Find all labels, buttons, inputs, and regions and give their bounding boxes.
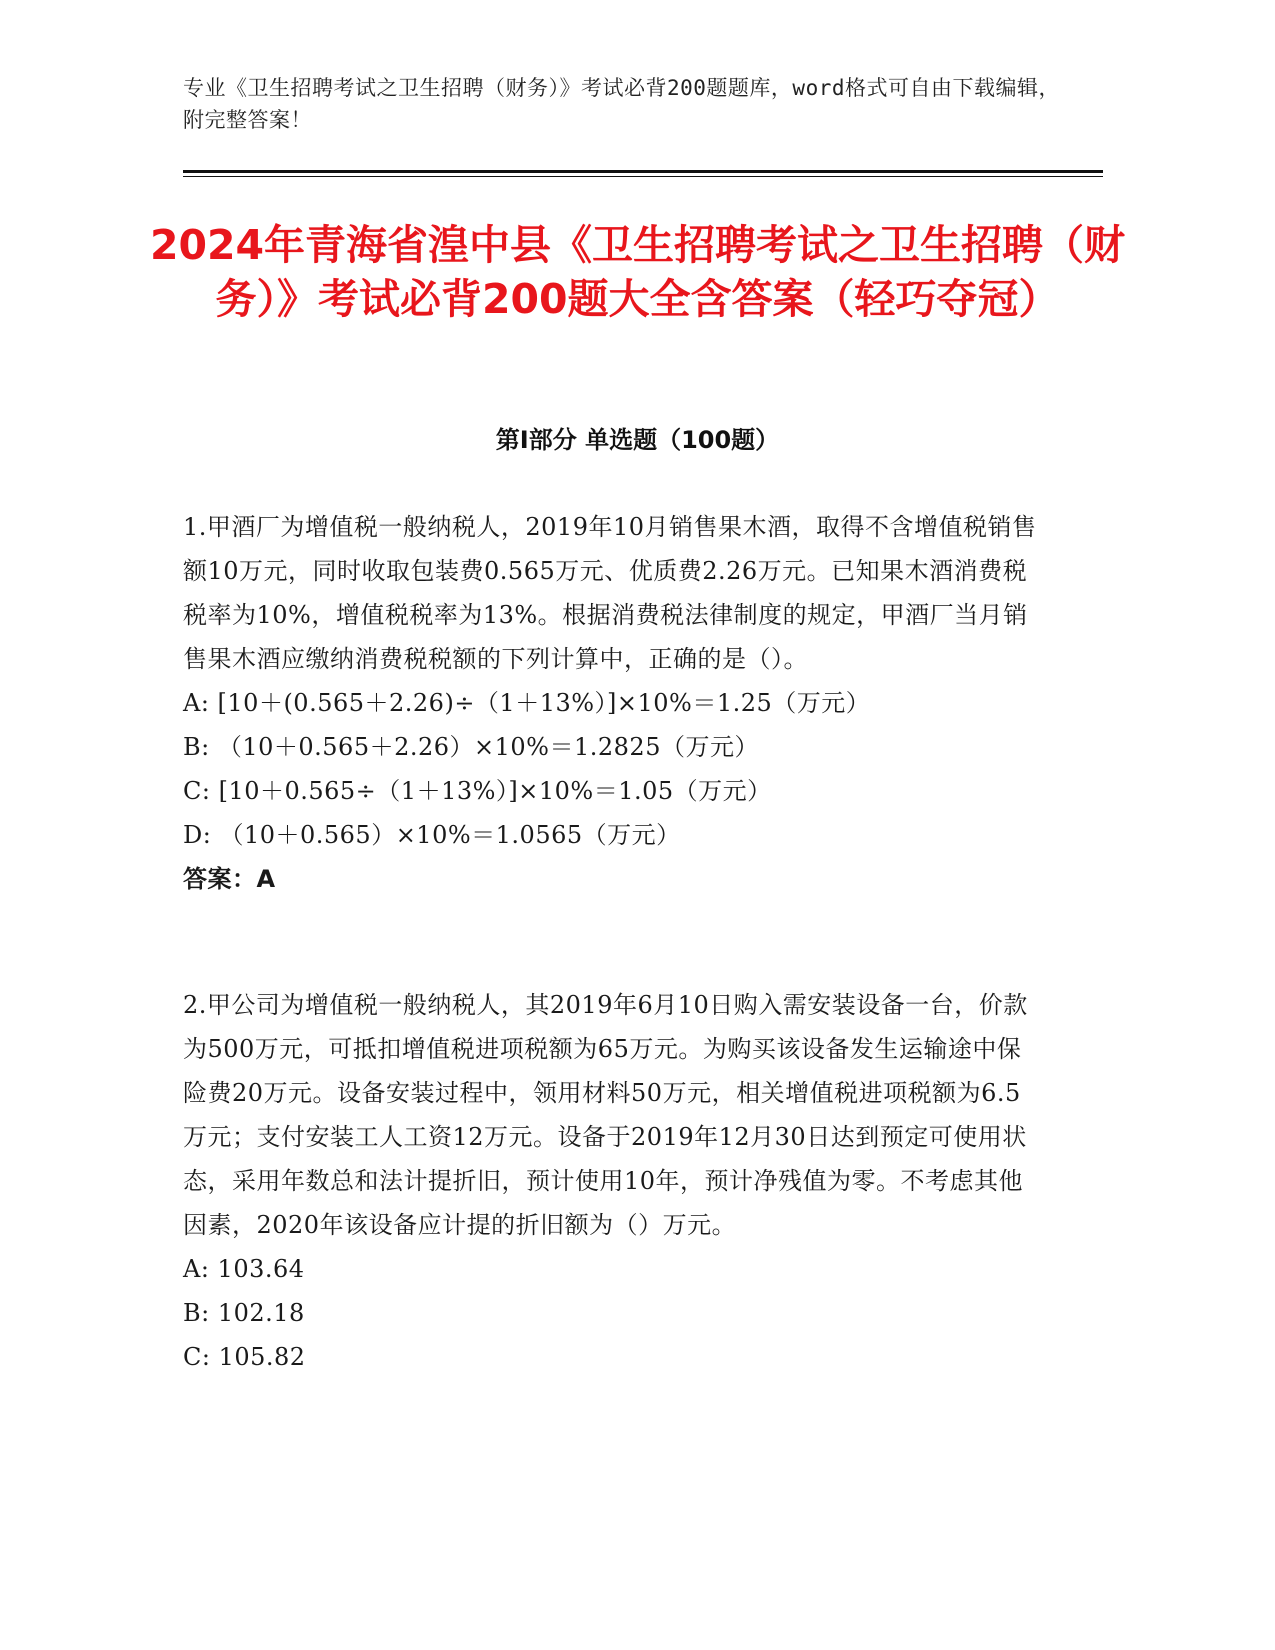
option-c: C: 105.82 xyxy=(183,1343,306,1371)
option-a: A: 103.64 xyxy=(183,1255,305,1283)
question-1 xyxy=(183,505,1043,901)
question-stem: 1.甲酒厂为增值税一般纳税人，2019年10月销售果木酒，取得不含增值税销售额10万元，同时收取包装费0.565万元、优质费2.26万元。已知果木酒消费税税率为10%，增值税税率为13%。根据消费税法律制度的规定，甲酒厂当月销售果木酒应缴纳消费税税额的下列计算中，正确的是（）。 xyxy=(183,513,1037,673)
question-stem: 2.甲公司为增值税一般纳税人，其2019年6月10日购入需安装设备一台，价款为500万元，可抵扣增值税进项税额为65万元。为购买该设备发生运输途中保险费20万元。设备安装过程中，领用材料50万元，相关增值税进项税额为6.5万元；支付安装工人工资12万元。设备于2019年12月30日达到预定可使用状态，采用年数总和法计提折旧，预计使用10年，预计净残值为零。不考虑其他因素，2020年该设备应计提的折旧额为（）万元。 xyxy=(183,991,1028,1239)
document-title: 2024年青海省湟中县《卫生招聘考试之卫生招聘（财务）》考试必背200题大全含答案（轻巧夺冠） xyxy=(149,221,1126,323)
option-b: B: （10＋0.565＋2.26）×10%＝1.2825（万元） xyxy=(183,733,759,761)
answer-line: 答案：A xyxy=(183,865,276,893)
header-divider-thick xyxy=(183,170,1103,173)
header-divider-thin xyxy=(183,176,1103,177)
option-a: A: [10＋(0.565＋2.26)÷（1＋13%）]×10%＝1.25（万元） xyxy=(183,689,871,717)
option-b: B: 102.18 xyxy=(183,1299,305,1327)
option-c: C: [10＋0.565÷（1＋13%）]×10%＝1.05（万元） xyxy=(183,777,772,805)
option-d: D: （10＋0.565）×10%＝1.0565（万元） xyxy=(183,821,681,849)
header-note: 专业《卫生招聘考试之卫生招聘（财务）》考试必背200题题库，word格式可自由下载编辑，附完整答案！ xyxy=(183,76,1060,132)
section-title: 第I部分 单选题（100题） xyxy=(495,426,780,454)
question-2 xyxy=(183,983,1043,1379)
